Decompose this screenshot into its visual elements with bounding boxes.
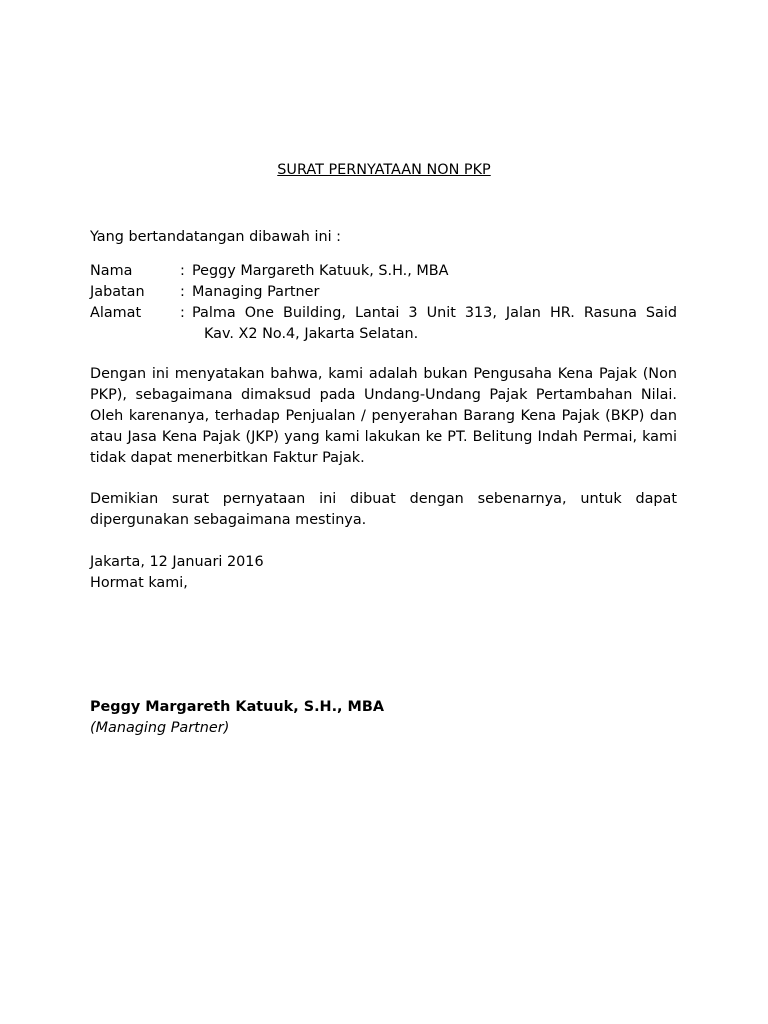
field-row-nama [90, 261, 677, 282]
field-value-jabatan: Managing Partner [192, 284, 320, 300]
document-title: SURAT PERNYATAAN NON PKP [277, 162, 491, 178]
field-row-alamat [90, 303, 677, 324]
field-row-jabatan [90, 282, 677, 303]
field-label-nama: Nama [90, 263, 133, 279]
identity-fields [90, 261, 677, 345]
field-label-alamat: Alamat [90, 305, 142, 321]
field-label-jabatan: Jabatan [90, 284, 145, 300]
field-value-alamat: Palma One Building, Lantai 3 Unit 313, Jalan HR. Rasuna Said [192, 305, 677, 321]
field-value-alamat-line2: Kav. X2 No.4, Jakarta Selatan. [204, 326, 419, 342]
closing-salutation: Hormat kami, [90, 575, 188, 591]
place-date: Jakarta, 12 Januari 2016 [90, 554, 264, 570]
field-value-nama: Peggy Margareth Katuuk, S.H., MBA [192, 263, 449, 279]
intro-text: Yang bertandatangan dibawah ini : [90, 229, 342, 245]
signer-position: (Managing Partner) [90, 720, 230, 736]
closing-paragraph: Demikian surat pernyataan ini dibuat dengan sebenarnya, untuk dapat dipergunakan sebagaimana mestinya. [90, 491, 677, 528]
field-colon: : [180, 284, 185, 300]
field-colon: : [180, 263, 185, 279]
signer-name: Peggy Margareth Katuuk, S.H., MBA [90, 699, 384, 715]
field-colon: : [180, 305, 185, 321]
statement-paragraph: Dengan ini menyatakan bahwa, kami adalah bukan Pengusaha Kena Pajak (Non PKP), sebagaimana dimaksud pada Undang-Undang Pajak Pertambahan Nilai. Oleh karenanya, terhadap Penjualan / penyerahan Barang Kena Pajak (BKP) dan atau Jasa Kena Pajak (JKP) yang kami lakukan ke PT. Belitung Indah Permai, kami tidak dapat menerbitkan Faktur Pajak. [90, 366, 677, 466]
